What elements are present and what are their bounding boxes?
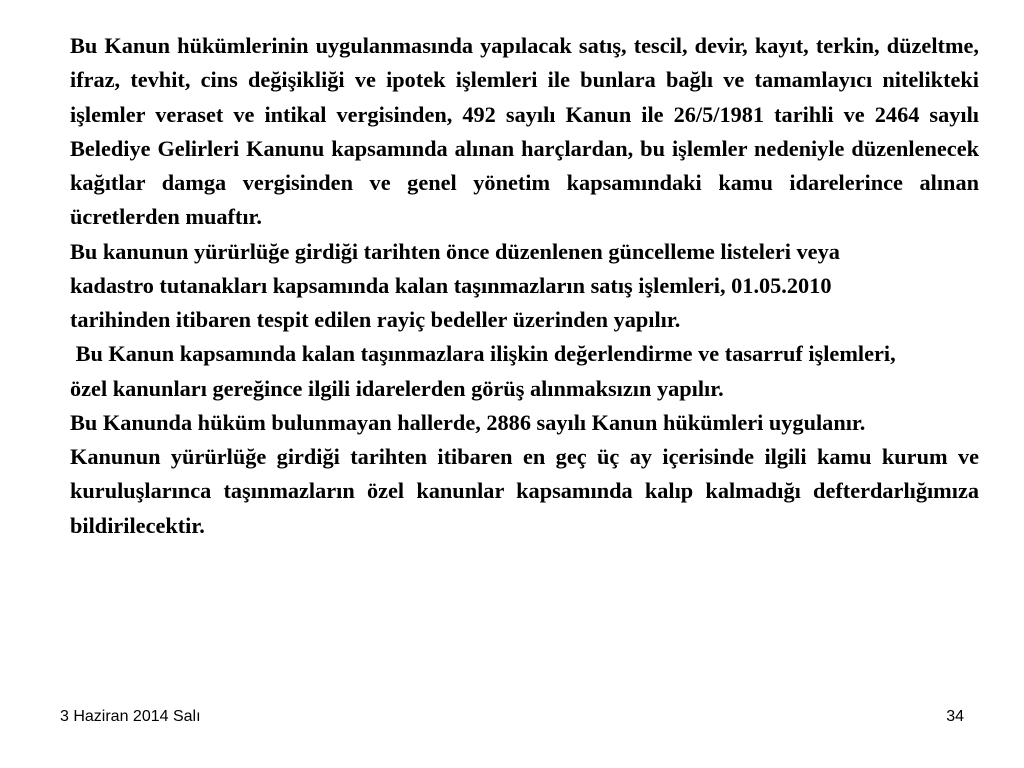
page-number: 34 (946, 708, 964, 725)
paragraph-exemptions: Bu Kanun hükümlerinin uygulanmasında yapılacak satış, tescil, devir, kayıt, terkin, düzeltme, ifraz, tevhit, cins değişikliği ve ipotek işlemleri ile bunlara bağlı ve tamamlayıcı nitelikteki işlemler veraset ve intikal vergisinden, 492 sayılı Kanun ile 26/5/1981 tarihli ve 2464 sayılı Belediye Gelirleri Kanunu kapsamında alınan harçlardan, bu işlemler nedeniyle düzenlenecek kağıtlar damga vergisinden ve genel yönetim kapsamındaki kamu idarelerince alınan ücretlerden muaftır. (70, 33, 979, 230)
paragraph-sale-valuation: Bu kanunun yürürlüğe girdiği tarihten önce düzenlenen güncelleme listeleri veya kadastro tutanakları kapsamında kalan taşınmazların satış işlemleri, 01.05.2010 tarihinden itibaren tespit edilen rayiç bedeller üzerinden yapılır. (70, 238, 840, 332)
paragraph-applicable-law: Bu Kanunda hüküm bulunmayan hallerde, 2886 sayılı Kanun hükümleri uygulanır. (70, 409, 866, 435)
paragraph-notification: Kanunun yürürlüğe girdiği tarihten itibaren en geç üç ay içerisinde ilgili kamu kurum ve kuruluşlarınca taşınmazların özel kanunlar kapsamında kalıp kalmadığı defterdarlığımıza bildirilecektir. (70, 444, 979, 538)
footer-date: 3 Haziran 2014 Salı (60, 708, 201, 725)
slide-body (70, 29, 979, 543)
paragraph-disposal-procedures: Bu Kanun kapsamında kalan taşınmazlara ilişkin değerlendirme ve tasarruf işlemleri, özel kanunları gereğince ilgili idarelerden görüş alınmaksızın yapılır. (70, 341, 902, 401)
